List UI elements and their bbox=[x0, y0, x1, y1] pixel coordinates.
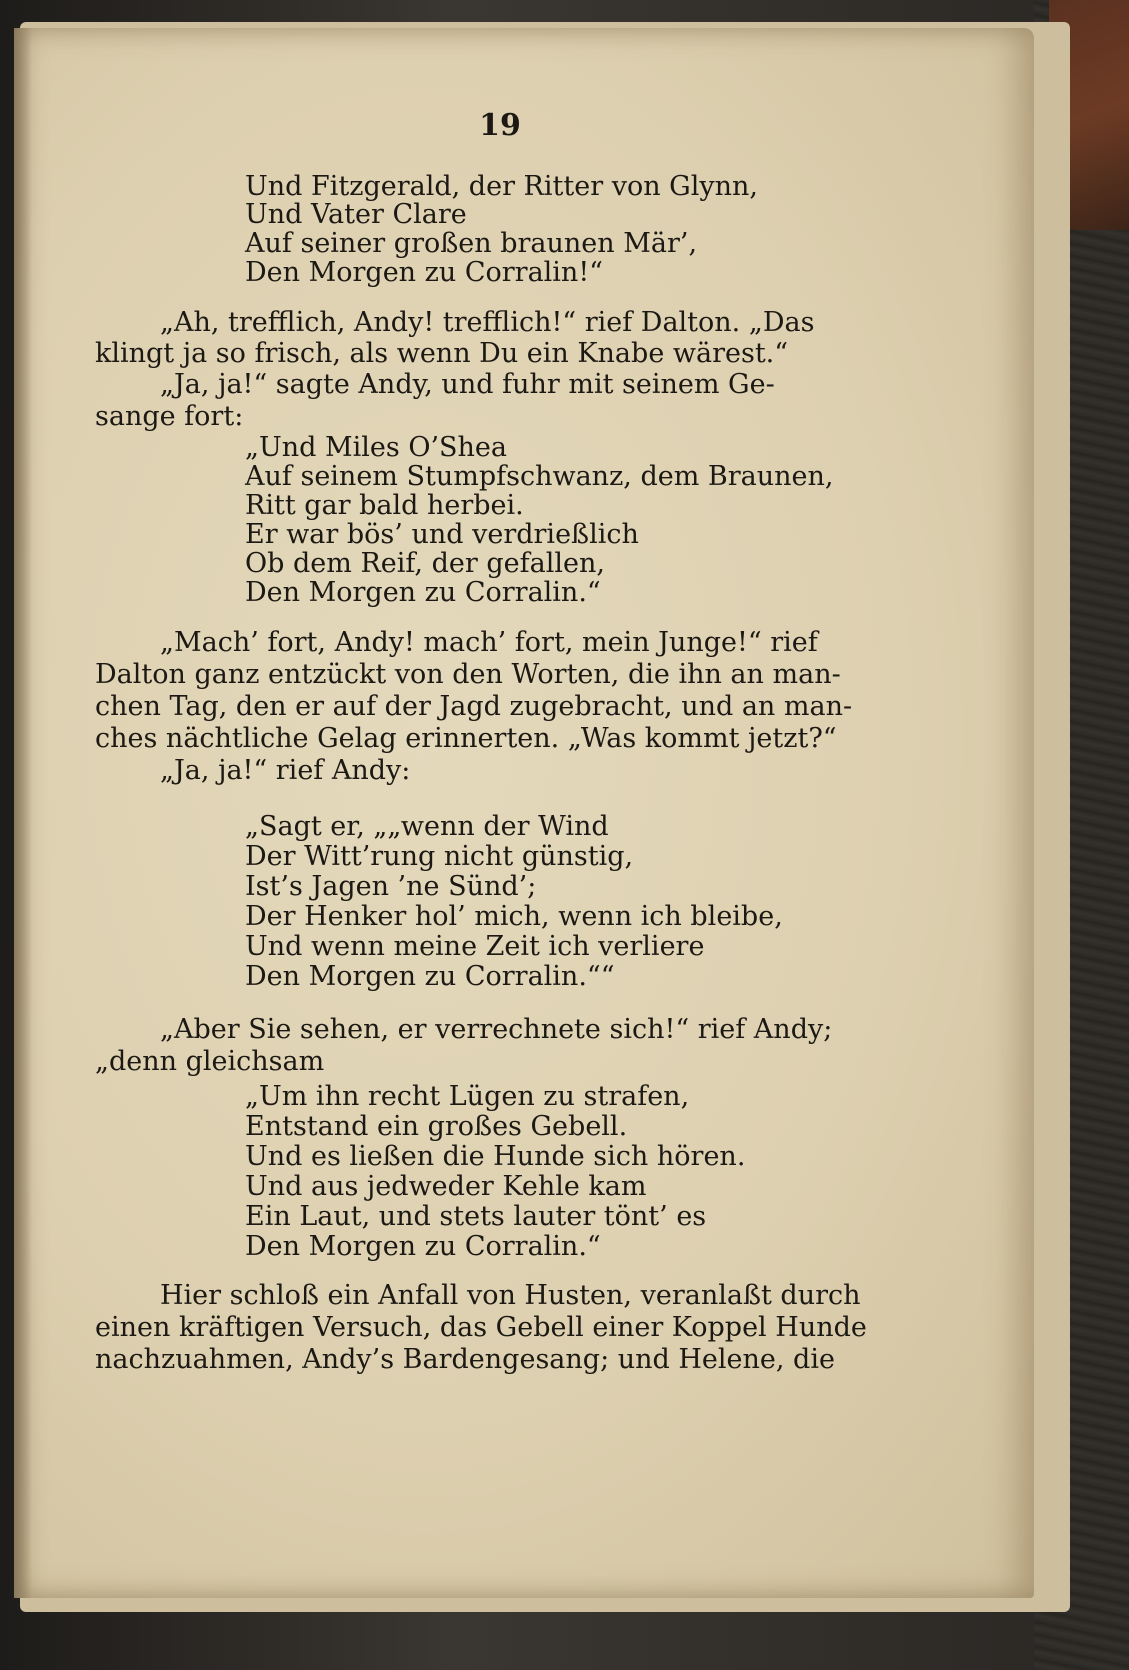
prose-line: sange fort: bbox=[95, 401, 244, 432]
prose-line: „Ja, ja!“ sagte Andy, und fuhr mit seinem Ge- bbox=[160, 369, 775, 400]
verse-line: Und es ließen die Hunde sich hören. bbox=[245, 1141, 746, 1172]
prose-line: einen kräftigen Versuch, das Gebell einer Koppel Hunde bbox=[95, 1312, 867, 1343]
prose-line: Dalton ganz entzückt von den Worten, die ihn an man- bbox=[95, 659, 841, 690]
verse-line: „Um ihn recht Lügen zu strafen, bbox=[245, 1081, 690, 1112]
verse-line: Er war bös’ und verdrießlich bbox=[245, 519, 639, 550]
verse-line: Entstand ein großes Gebell. bbox=[245, 1111, 628, 1142]
prose-line: „denn gleichsam bbox=[95, 1046, 325, 1077]
prose-line: „Ja, ja!“ rief Andy: bbox=[160, 755, 411, 786]
page-number: 19 bbox=[479, 108, 521, 143]
prose-line: chen Tag, den er auf der Jagd zugebracht, und an man- bbox=[95, 691, 853, 722]
verse-line: Den Morgen zu Corralin!“ bbox=[245, 257, 603, 288]
verse-line: Der Henker hol’ mich, wenn ich bleibe, bbox=[245, 901, 783, 932]
verse-line: „Und Miles O’Shea bbox=[245, 432, 508, 463]
prose-line: „Aber Sie sehen, er verrechnete sich!“ rief Andy; bbox=[160, 1014, 833, 1045]
prose-line: „Mach’ fort, Andy! mach’ fort, mein Junge!“ rief bbox=[160, 627, 818, 658]
verse-line: Und aus jedweder Kehle kam bbox=[245, 1171, 647, 1202]
prose-line: „Ah, trefflich, Andy! trefflich!“ rief Dalton. „Das bbox=[160, 307, 815, 338]
prose-line: Hier schloß ein Anfall von Husten, veranlaßt durch bbox=[160, 1280, 861, 1311]
prose-line: ches nächtliche Gelag erinnerten. „Was kommt jetzt?“ bbox=[95, 723, 837, 754]
verse-line: Auf seinem Stumpfschwanz, dem Braunen, bbox=[245, 461, 834, 492]
verse-line: Der Witt’rung nicht günstig, bbox=[245, 841, 634, 872]
prose-line: nachzuahmen, Andy’s Bardengesang; und Helene, die bbox=[95, 1344, 835, 1375]
prose-line: klingt ja so frisch, als wenn Du ein Knabe wärest.“ bbox=[95, 338, 789, 369]
verse-line: Ritt gar bald herbei. bbox=[245, 490, 524, 521]
verse-line: Ob dem Reif, der gefallen, bbox=[245, 548, 605, 579]
verse-line: „Sagt er, „„wenn der Wind bbox=[245, 811, 609, 842]
verse-line: Und Fitzgerald, der Ritter von Glynn, bbox=[245, 171, 758, 202]
verse-line: Ist’s Jagen ’ne Sünd’; bbox=[245, 871, 537, 902]
verse-line: Den Morgen zu Corralin.“ bbox=[245, 1231, 601, 1262]
verse-line: Den Morgen zu Corralin.““ bbox=[245, 961, 615, 992]
verse-line: Den Morgen zu Corralin.“ bbox=[245, 577, 601, 608]
verse-line: Ein Laut, und stets lauter tönt’ es bbox=[245, 1201, 707, 1232]
verse-line: Und wenn meine Zeit ich verliere bbox=[245, 931, 705, 962]
verse-line: Und Vater Clare bbox=[245, 199, 467, 230]
verse-line: Auf seiner großen braunen Mär’, bbox=[245, 228, 698, 259]
